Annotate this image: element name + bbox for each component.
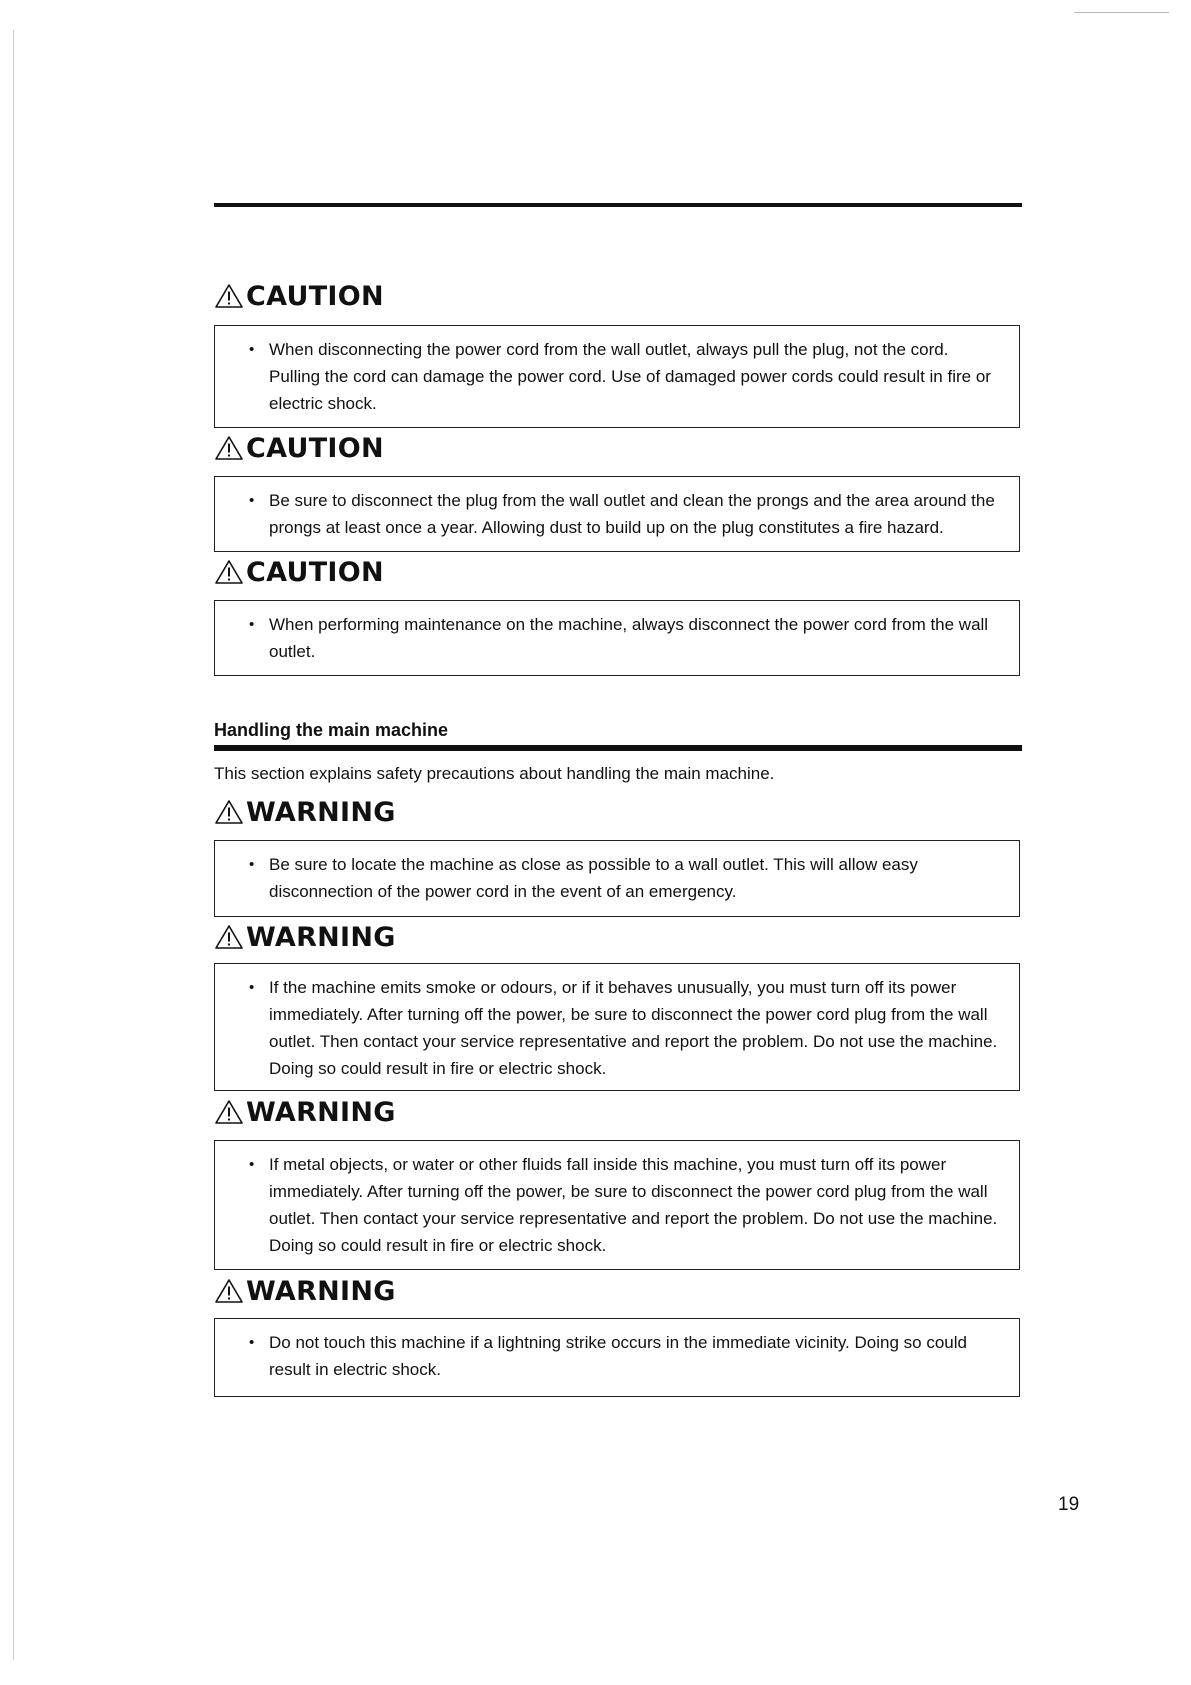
warning-box: [214, 840, 1020, 917]
warning-triangle-icon: [214, 1099, 244, 1125]
warning-list: [249, 974, 999, 1082]
scan-edge-line: [13, 30, 14, 1660]
caution-box: [214, 325, 1020, 428]
caution-list: [249, 487, 999, 541]
warning-heading: [214, 1271, 396, 1311]
warning-heading: [214, 792, 396, 832]
warning-heading: [214, 917, 396, 957]
top-rule: [214, 203, 1022, 207]
caution-box: [214, 600, 1020, 676]
warning-triangle-icon: [214, 799, 244, 825]
caution-box: [214, 476, 1020, 552]
warning-label: WARNING: [246, 796, 396, 828]
warning-label: WARNING: [246, 921, 396, 953]
caution-heading: [214, 552, 384, 592]
section-rule: [214, 745, 1022, 751]
warning-triangle-icon: [214, 283, 244, 309]
page-number: 19: [1058, 1494, 1080, 1515]
warning-triangle-icon: [214, 559, 244, 585]
caution-label: CAUTION: [246, 280, 384, 312]
scan-corner-mark: [1074, 12, 1169, 13]
caution-heading: [214, 428, 384, 468]
caution-list: [249, 336, 999, 417]
caution-label: CAUTION: [246, 556, 384, 588]
warning-box: [214, 963, 1020, 1091]
caution-item: • When performing maintenance on the machine, always disconnect the power cord from the wall outlet.: [249, 611, 999, 665]
caution-item: • When disconnecting the power cord from the wall outlet, always pull the plug, not the cord. Pulling the cord can damage the power cord. Use of damaged power cords could result in fire or electric shock.: [249, 336, 999, 417]
warning-item: • Be sure to locate the machine as close as possible to a wall outlet. This will allow easy disconnection of the power cord in the event of an emergency.: [249, 851, 999, 905]
warning-triangle-icon: [214, 924, 244, 950]
section-intro: This section explains safety precautions about handling the main machine.: [214, 764, 775, 783]
warning-list: [249, 851, 999, 905]
warning-label: WARNING: [246, 1096, 396, 1128]
warning-item: • Do not touch this machine if a lightning strike occurs in the immediate vicinity. Doing so could result in electric shock.: [249, 1329, 999, 1383]
warning-triangle-icon: [214, 1278, 244, 1304]
warning-list: [249, 1151, 999, 1259]
caution-label: CAUTION: [246, 432, 384, 464]
caution-list: [249, 611, 999, 665]
caution-heading: [214, 276, 384, 316]
warning-box: [214, 1140, 1020, 1270]
warning-label: WARNING: [246, 1275, 396, 1307]
warning-item: • If the machine emits smoke or odours, or if it behaves unusually, you must turn off its power immediately. After turning off the power, be sure to disconnect the power cord plug from the wall outlet. Then contact your service representative and report the problem. Do not use the machine. Doing so could result in fire or electric shock.: [249, 974, 999, 1082]
section-title: Handling the main machine: [214, 720, 449, 740]
warning-box: [214, 1318, 1020, 1397]
warning-list: [249, 1329, 999, 1383]
warning-triangle-icon: [214, 435, 244, 461]
warning-item: • If metal objects, or water or other fluids fall inside this machine, you must turn off its power immediately. After turning off the power, be sure to disconnect the power cord plug from the wall outlet. Then contact your service representative and report the problem. Do not use the machine. Doing so could result in fire or electric shock.: [249, 1151, 999, 1259]
caution-item: • Be sure to disconnect the plug from the wall outlet and clean the prongs and the area around the prongs at least once a year. Allowing dust to build up on the plug constitutes a fire hazard.: [249, 487, 999, 541]
warning-heading: [214, 1092, 396, 1132]
